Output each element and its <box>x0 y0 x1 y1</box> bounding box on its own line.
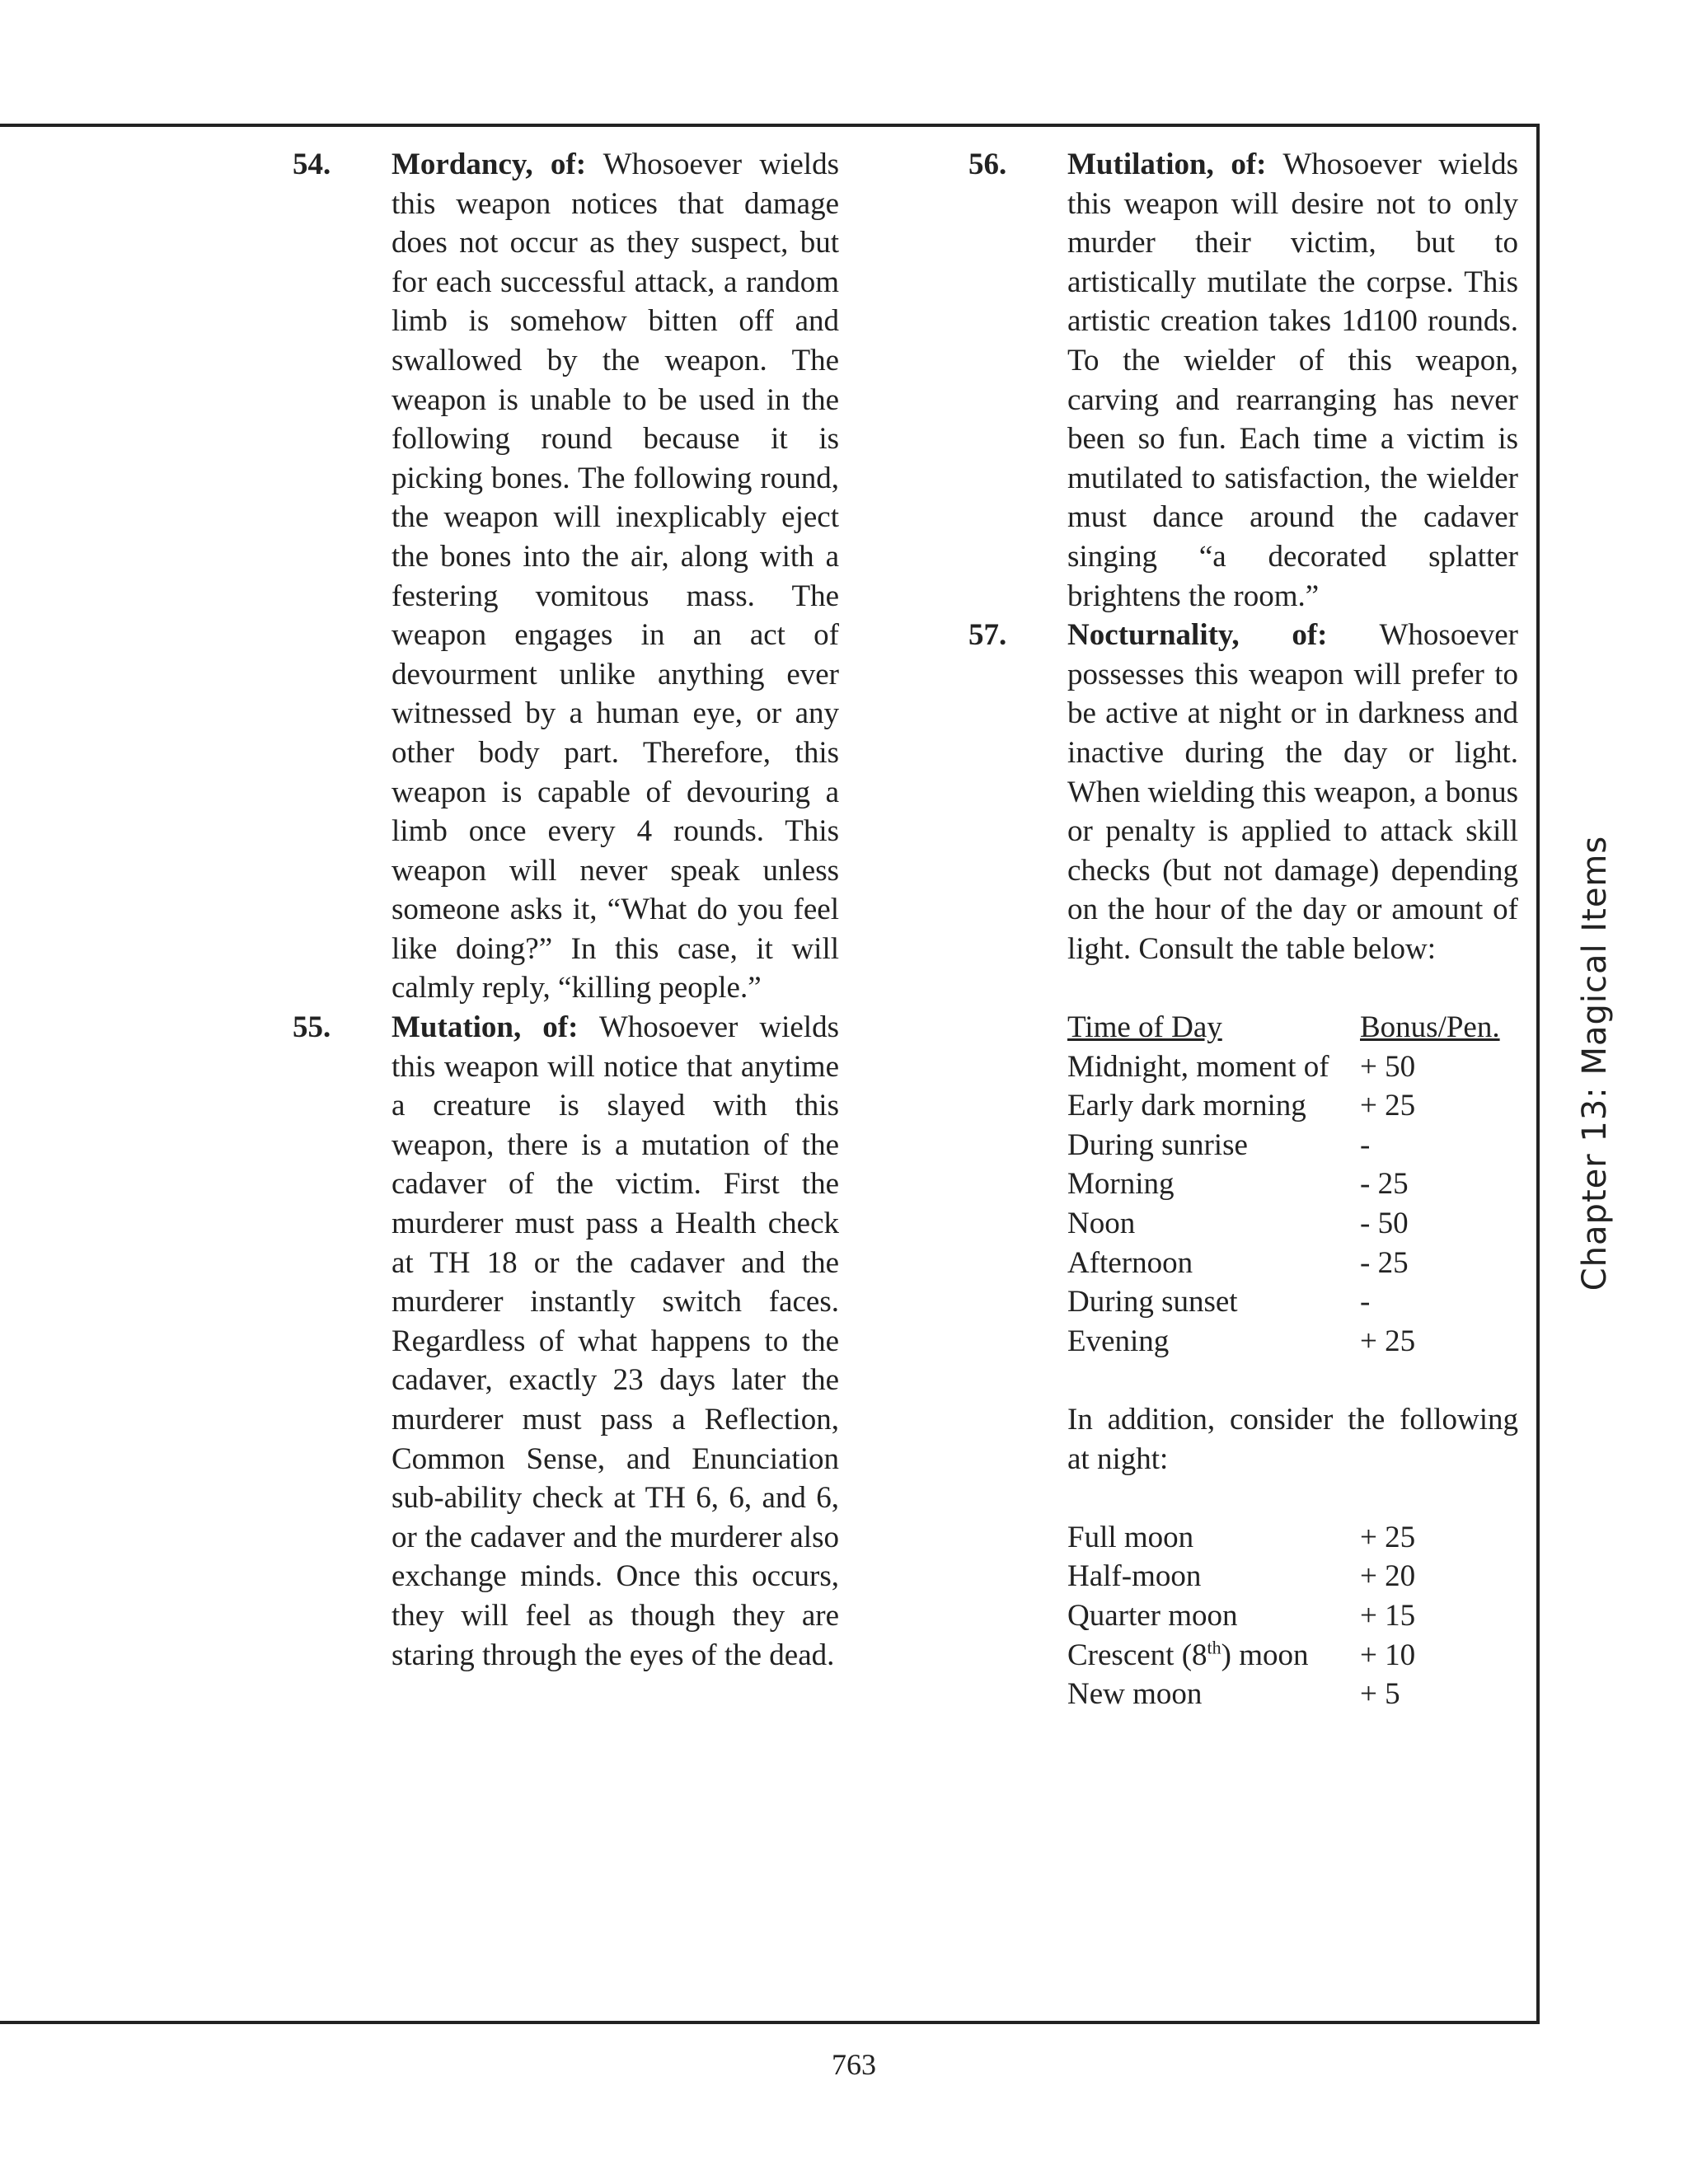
entry-number: 56. <box>968 148 1007 181</box>
cell-text: ) moon <box>1221 1638 1309 1672</box>
table-row <box>1067 1086 1518 1126</box>
column-header: Time of Day <box>1067 1010 1222 1045</box>
table-row <box>1067 1165 1518 1204</box>
table-cell: Noon <box>1067 1207 1136 1241</box>
entry-name: Mutilation, of: <box>1067 148 1267 181</box>
entry-text: Whosoever wields this weapon notices that damage does not occur as they suspect, but for each successful attack, a random limb is somehow bitten off and swallowed by the weapon. The weapon is unable to be used in the following round because it is picking bones. The following round, the weapon will inexplicably eject the bones into the air, along with a festering vomitous mass. The weapon engages in an act of devourment unlike anything ever witnessed by a human eye, or any other body part. Therefore, this weapon is capable of devouring a limb once every 4 rounds. This weapon will never speak unless someone asks it, “What do you feel like doing?” In this case, it will calmly reply, “killing people.” <box>392 148 839 1005</box>
table-cell: - 25 <box>1360 1167 1409 1202</box>
table-cell: During sunset <box>1067 1285 1238 1319</box>
table-cell: + 20 <box>1360 1559 1416 1594</box>
addition-paragraph: In addition, consider the following at night: <box>1067 1403 1518 1476</box>
table-cell: During sunrise <box>1067 1127 1248 1162</box>
table-cell: + 15 <box>1360 1598 1416 1633</box>
entry-54 <box>293 145 839 1008</box>
table-row <box>1067 1047 1518 1087</box>
entry-name: Nocturnality, of: <box>1067 618 1328 653</box>
entry-number: 54. <box>293 148 331 181</box>
table-row <box>1067 1675 1518 1714</box>
entry-body <box>392 1008 839 1675</box>
chapter-side-tab: Chapter 13: Magical Items <box>1576 835 1614 1291</box>
entry-56 <box>968 145 1518 616</box>
entry-number: 57. <box>968 618 1007 653</box>
table-row <box>1067 1322 1518 1361</box>
table-cell: Midnight, moment of <box>1067 1049 1329 1084</box>
superscript: th <box>1207 1637 1221 1658</box>
table-cell: - 50 <box>1360 1207 1409 1241</box>
entry-text: Whosoever wields this weapon will notice that anytime a creature is slayed with this weapon, there is a mutation of the cadaver of the victim. First the murderer must pass a Health check at TH 18 or the cadaver and the murderer instantly switch faces. Regardless of what happens to the cadaver, exactly 23 days later the murderer must pass a Reflection, Common Sense, and Enunciation sub-ability check at TH 6, 6, and 6, or the cadaver and the murderer also exchange minds. Once this occurs, they will feel as though they are staring through the eyes of the dead. <box>392 1010 839 1672</box>
table-cell: + 25 <box>1360 1520 1416 1554</box>
table-cell: Morning <box>1067 1167 1175 1202</box>
cell-text: Crescent (8 <box>1067 1638 1207 1672</box>
table-cell: - <box>1360 1127 1371 1162</box>
table-row <box>1067 1126 1518 1165</box>
table-cell: New moon <box>1067 1677 1203 1712</box>
table-cell: + 50 <box>1360 1049 1416 1084</box>
entry-57 <box>968 616 1518 968</box>
table-cell: + 5 <box>1360 1677 1400 1712</box>
table-cell <box>1067 1636 1360 1675</box>
table-cell: - 25 <box>1360 1245 1409 1280</box>
entry-number: 55. <box>293 1010 331 1045</box>
table-row <box>1067 1557 1518 1596</box>
table-cell: Quarter moon <box>1067 1598 1238 1633</box>
table-header-row <box>1067 1008 1518 1047</box>
entry-name: Mutation, of: <box>392 1010 579 1045</box>
page-number: 763 <box>832 2048 876 2081</box>
entry-body <box>1067 145 1518 616</box>
table-row <box>1067 1518 1518 1558</box>
table-cell: + 25 <box>1360 1324 1416 1358</box>
table-row <box>1067 1282 1518 1322</box>
entry-body <box>392 145 839 1008</box>
table-row <box>1067 1596 1518 1636</box>
table-cell: Full moon <box>1067 1520 1194 1554</box>
column-header: Bonus/Pen. <box>1360 1010 1500 1045</box>
table-row <box>1067 1244 1518 1283</box>
time-of-day-table <box>1067 1008 1518 1361</box>
table-row <box>1067 1204 1518 1244</box>
entry-name: Mordancy, of: <box>392 148 587 181</box>
entry-55 <box>293 1008 839 1675</box>
entry-text: Whosoever possesses this weapon will prefer to be active at night or in darkness and inactive during the day or light. When wielding this weapon, a bonus or penalty is applied to attack skill checks (but not damage) depending on the hour of the day or amount of light. Consult the table below: <box>1067 618 1518 966</box>
table-row <box>1067 1636 1518 1675</box>
left-column <box>293 145 839 1675</box>
moon-phase-table <box>1067 1518 1518 1714</box>
table-cell: - <box>1360 1285 1371 1319</box>
entry-body <box>1067 616 1518 968</box>
table-cell: Early dark morning <box>1067 1089 1306 1123</box>
table-cell: + 25 <box>1360 1089 1416 1123</box>
table-cell: Half-moon <box>1067 1559 1202 1594</box>
table-cell: Afternoon <box>1067 1245 1193 1280</box>
entry-text: Whosoever wields this weapon will desire not to only murder their victim, but to artistically mutilate the corpse. This artistic creation takes 1d100 rounds. To the wielder of this weapon, carving and rearranging has never been so fun. Each time a victim is mutilated to satisfaction, the wielder must dance around the cadaver singing “a decorated splatter brightens the room.” <box>1067 148 1518 613</box>
right-column <box>968 145 1518 1714</box>
table-cell: + 10 <box>1360 1638 1416 1672</box>
table-cell: Evening <box>1067 1324 1170 1358</box>
